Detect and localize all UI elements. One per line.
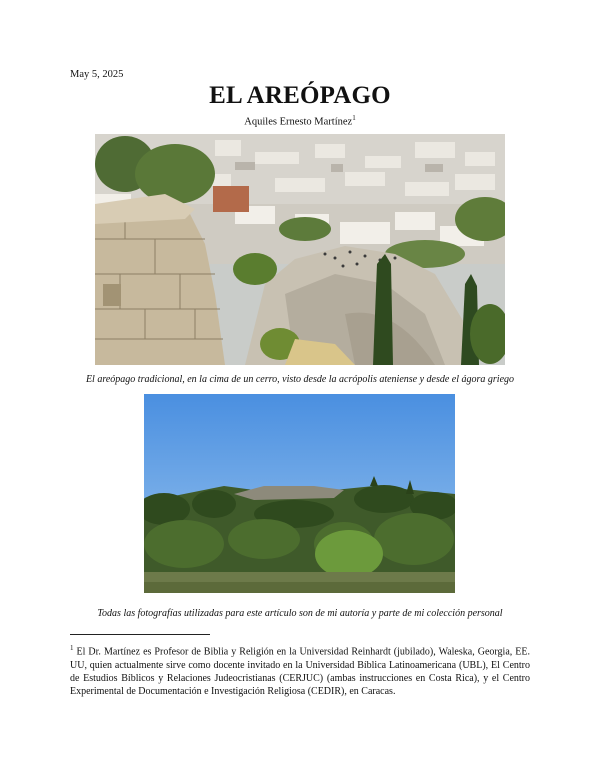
- document-date: May 5, 2025: [70, 69, 124, 80]
- footnote-mark: 1: [70, 644, 74, 652]
- footnote-text: El Dr. Martínez es Profesor de Biblia y Religión en la Universidad Reinhardt (jubilado), Waleska, Georgia, EE. UU, quien actualmente sirve como docente invitado en la Universidad Bíblica Latinoamericana (UBL), El Centro de Estudios Bíblicos y Relaciones Judeocristianas (CERJUC) (ambas instrucciones en Costa Rica), y el Centro Experimental de Documentación e Investigación Religiosa (CEDIR), en Caracas.: [70, 646, 530, 698]
- author-name: Aquiles Ernesto Martínez: [244, 116, 353, 128]
- photo-caption-2: Todas las fotografías utilizadas para este artículo son de mi autoría y parte de mi colección personal: [97, 608, 503, 619]
- author-footnote-mark: 1: [352, 114, 356, 122]
- photo-areopagus-from-acropolis: [95, 134, 505, 365]
- footnote-divider: [70, 634, 210, 635]
- photo-caption-1: El areópago tradicional, en la cima de un cerro, visto desde la acrópolis ateniense y desde el ágora griego: [85, 374, 515, 385]
- document-title: EL AREÓPAGO: [209, 82, 391, 109]
- footnote-1: [70, 642, 530, 699]
- photo-areopagus-hill: [144, 394, 455, 593]
- author-line: [0, 114, 600, 128]
